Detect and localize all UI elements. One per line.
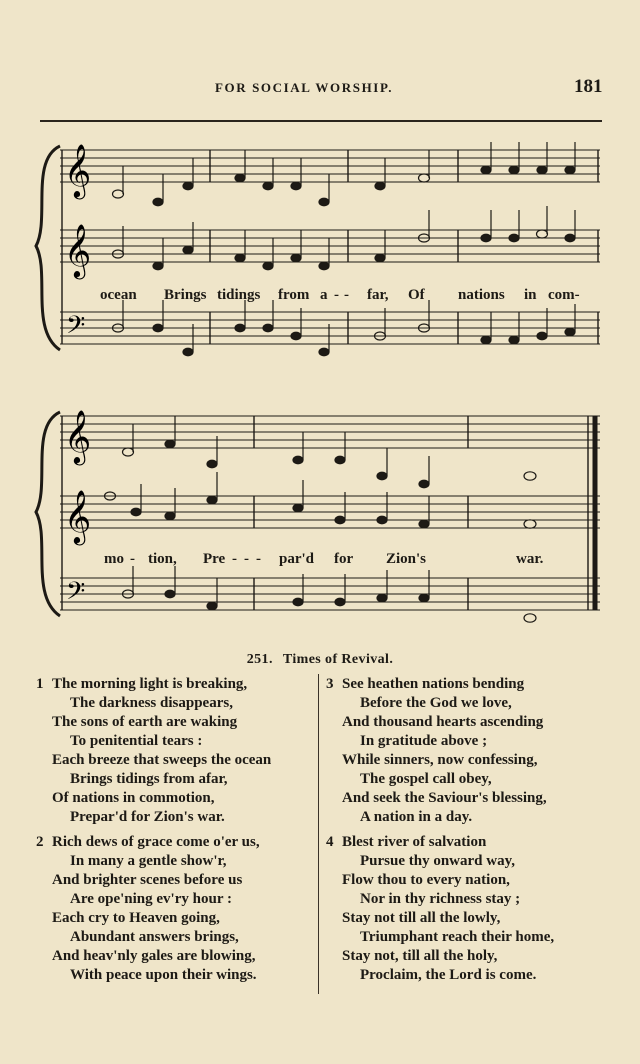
svg-text:𝄢: 𝄢 <box>66 311 86 346</box>
final-double-bar <box>588 416 595 610</box>
music-system-2 <box>0 396 640 636</box>
svg-text:𝄢: 𝄢 <box>66 577 86 612</box>
page-number: 181 <box>574 76 603 97</box>
stanza-line: Each breeze that sweeps the ocean <box>52 752 272 768</box>
stanza-line: Abundant answers brings, <box>70 929 239 945</box>
stanza-line: Before the God we love, <box>360 695 512 711</box>
lyric-syllable: mo <box>104 551 124 567</box>
stanza-number: 4 <box>326 834 334 850</box>
stanza-line: The morning light is breaking, <box>52 676 248 692</box>
stanza-line: And heav'nly gales are blowing, <box>52 948 256 964</box>
stanza-line: Stay not, till all the holy, <box>342 948 498 964</box>
stanza-number: 2 <box>36 834 44 850</box>
barlines <box>62 416 468 610</box>
lyric-syllable: a <box>320 287 328 303</box>
lyric-syllable: war. <box>516 551 544 567</box>
stanza-line: Each cry to Heaven going, <box>52 910 220 926</box>
clef-treble-2-icon <box>64 223 91 279</box>
stanza-line: A nation in a day. <box>360 809 473 825</box>
stanza-line: And brighter scenes before us <box>52 872 243 888</box>
lyric-syllable: Pre <box>203 551 226 567</box>
stanza-line: Brings tidings from afar, <box>70 771 228 787</box>
lyric-syllable: com- <box>548 287 580 303</box>
lyric-syllable: in <box>524 287 537 303</box>
stanza-line: And seek the Saviour's blessing, <box>342 790 547 806</box>
lyric-syllable: Zion's <box>386 551 427 567</box>
stanza-4 <box>326 833 555 985</box>
stanza-line: The sons of earth are waking <box>52 714 238 730</box>
clef-treble-1-icon <box>64 143 91 199</box>
stanza-line: Triumphant reach their home, <box>360 929 555 945</box>
clef-bass-icon <box>66 577 85 612</box>
lyric-syllable: - <box>344 287 349 303</box>
staff-bass <box>60 578 600 610</box>
stanza-number: 3 <box>326 676 334 692</box>
stanza-line: Are ope'ning ev'ry hour : <box>70 891 232 907</box>
svg-text:𝄞: 𝄞 <box>64 223 92 277</box>
stanza-3 <box>326 675 547 827</box>
stanza-line: Of nations in commotion, <box>52 790 215 806</box>
stanza-line: See heathen nations bending <box>342 676 525 692</box>
lyric-syllable: from <box>278 287 310 303</box>
svg-text:𝄞: 𝄞 <box>64 143 92 197</box>
lyric-syllable: - <box>232 551 237 567</box>
lyric-syllable: par'd <box>279 551 315 567</box>
lyric-syllable: - <box>244 551 249 567</box>
lyric-syllable: - <box>256 551 261 567</box>
clef-treble-1-icon <box>64 409 91 465</box>
lyric-syllable: far, <box>367 287 389 303</box>
stanza-2 <box>36 833 260 985</box>
lyric-syllable: ocean <box>100 287 137 303</box>
stanza-line: Proclaim, the Lord is come. <box>360 967 537 983</box>
lyric-syllable: Brings <box>164 287 207 303</box>
running-title: FOR SOCIAL WORSHIP. <box>215 80 394 95</box>
hymn-number: 251. <box>246 652 273 667</box>
lyric-syllable: tion, <box>148 551 177 567</box>
system-brace <box>36 412 60 616</box>
stanza-line: In gratitude above ; <box>360 733 488 749</box>
system-brace <box>36 146 60 350</box>
stanza-line: While sinners, now confessing, <box>342 752 538 768</box>
svg-text:𝄞: 𝄞 <box>64 489 92 543</box>
staff-treble-1 <box>60 416 600 448</box>
music-system-1 <box>0 130 640 370</box>
hymn-heading <box>0 652 640 668</box>
clef-bass-icon <box>66 311 85 346</box>
barlines <box>62 150 598 344</box>
stanza-line: Blest river of salvation <box>342 834 487 850</box>
column-divider <box>318 674 319 994</box>
stanza-line: Pursue thy onward way, <box>360 853 516 869</box>
stanza-line: The gospel call obey, <box>360 771 492 787</box>
header-rule <box>40 120 602 122</box>
stanza-line: To penitential tears : <box>70 733 203 749</box>
stanza-line: Flow thou to every nation, <box>342 872 510 888</box>
stanza-line: Rich dews of grace come o'er us, <box>52 834 260 850</box>
notes-system-2 <box>105 416 537 622</box>
svg-text:𝄞: 𝄞 <box>64 409 92 463</box>
stanza-line: Nor in thy richness stay ; <box>360 891 521 907</box>
stanza-line: With peace upon their wings. <box>70 967 257 983</box>
stanza-line: And thousand hearts ascending <box>342 714 544 730</box>
stanza-line: Stay not till all the lowly, <box>342 910 501 926</box>
lyric-syllable: - <box>334 287 339 303</box>
stanza-number: 1 <box>36 676 44 692</box>
clef-treble-2-icon <box>64 489 91 545</box>
stanza-line: Prepar'd for Zion's war. <box>70 809 225 825</box>
lyric-syllable: - <box>130 551 135 567</box>
lyric-syllable: tidings <box>217 287 261 303</box>
stanza-1 <box>36 675 272 827</box>
lyric-syllable: for <box>334 551 354 567</box>
stanza-line: In many a gentle show'r, <box>70 853 227 869</box>
lyric-syllable: nations <box>458 287 505 303</box>
hymn-title: Times of Revival. <box>282 652 394 667</box>
stanza-line: The darkness disappears, <box>70 695 233 711</box>
lyric-syllable: Of <box>408 287 425 303</box>
